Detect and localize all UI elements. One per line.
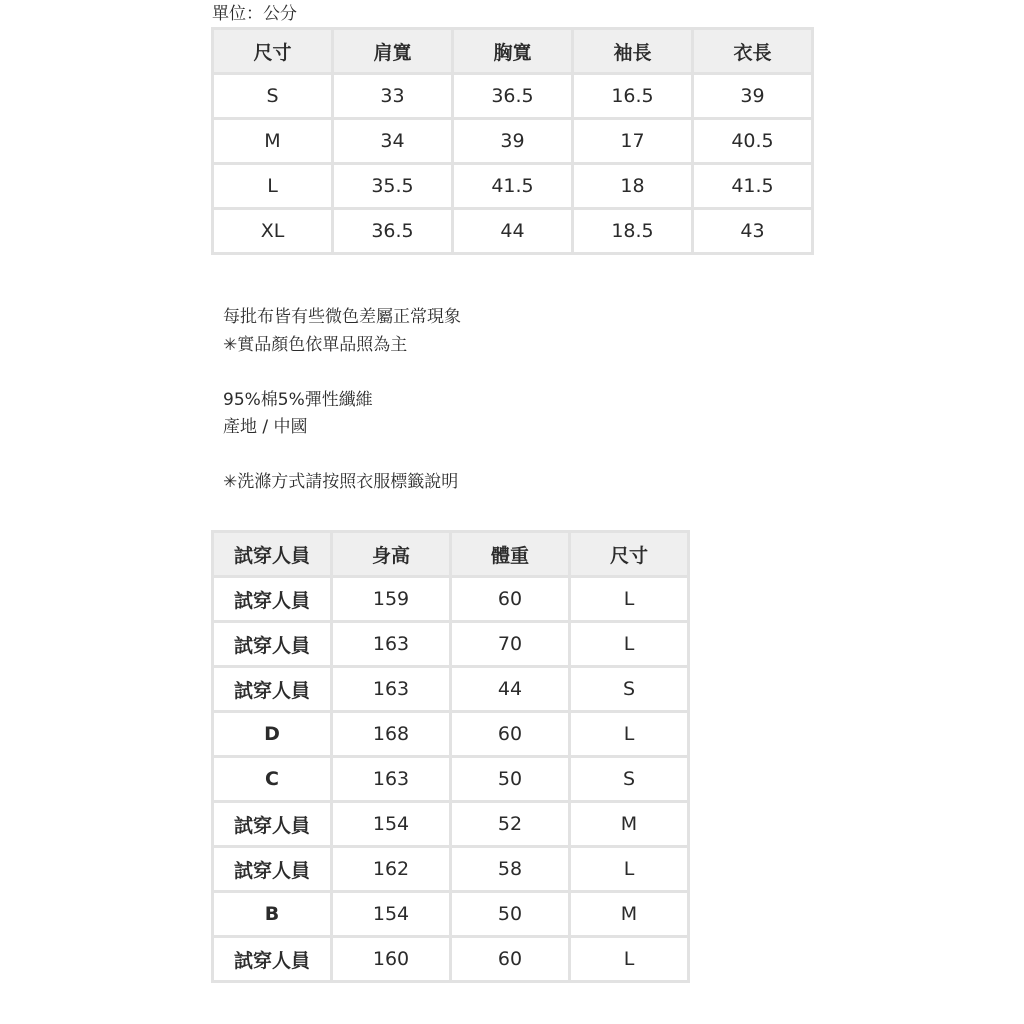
table-row: [213, 622, 689, 667]
table-cell: M: [213, 119, 333, 164]
table-cell: 163: [332, 667, 451, 712]
table-row: [213, 164, 813, 209]
table-cell: 154: [332, 802, 451, 847]
table-cell: 39: [693, 74, 813, 119]
table-cell: 35.5: [333, 164, 453, 209]
table-cell: 154: [332, 892, 451, 937]
table-cell: 39: [453, 119, 573, 164]
table-cell: 168: [332, 712, 451, 757]
table-cell: 44: [453, 209, 573, 254]
table-cell: 33: [333, 74, 453, 119]
table-cell: L: [213, 164, 333, 209]
table-cell: 36.5: [453, 74, 573, 119]
table-cell: 60: [451, 577, 570, 622]
table-cell: D: [213, 712, 332, 757]
table-row: [213, 937, 689, 982]
table-cell: 試穿人員: [213, 847, 332, 892]
table-cell: L: [570, 937, 689, 982]
table-cell: 試穿人員: [213, 667, 332, 712]
table-cell: 43: [693, 209, 813, 254]
table-cell: 159: [332, 577, 451, 622]
product-notes: [223, 304, 461, 497]
header-weight: 體重: [451, 532, 570, 577]
table-cell: 44: [451, 667, 570, 712]
table-cell: XL: [213, 209, 333, 254]
header-body-length: 衣長: [693, 29, 813, 74]
header-model: 試穿人員: [213, 532, 332, 577]
table-row: [213, 209, 813, 254]
color-reference-note: ✳實品顏色依單品照為主: [223, 334, 408, 355]
material-note: 95%棉5%彈性纖維: [223, 389, 373, 410]
table-cell: 163: [332, 757, 451, 802]
table-row: [213, 119, 813, 164]
table-row: [213, 757, 689, 802]
size-chart-header-row: [213, 29, 813, 74]
table-cell: 18: [573, 164, 693, 209]
table-cell: L: [570, 712, 689, 757]
table-cell: 160: [332, 937, 451, 982]
unit-label: 單位：公分: [212, 4, 297, 24]
table-cell: 41.5: [453, 164, 573, 209]
table-cell: 162: [332, 847, 451, 892]
fit-table-header-row: [213, 532, 689, 577]
table-cell: C: [213, 757, 332, 802]
table-cell: M: [570, 802, 689, 847]
table-cell: S: [570, 667, 689, 712]
table-cell: 60: [451, 712, 570, 757]
table-row: [213, 577, 689, 622]
table-row: [213, 892, 689, 937]
table-cell: 163: [332, 622, 451, 667]
header-chest-width: 胸寬: [453, 29, 573, 74]
table-cell: 18.5: [573, 209, 693, 254]
color-variance-note: 每批布皆有些微色差屬正常現象: [223, 307, 461, 327]
table-row: [213, 667, 689, 712]
table-cell: S: [570, 757, 689, 802]
header-shoulder-width: 肩寬: [333, 29, 453, 74]
header-size: 尺寸: [570, 532, 689, 577]
washing-note: ✳洗滌方式請按照衣服標籤說明: [223, 472, 459, 492]
table-cell: 17: [573, 119, 693, 164]
table-cell: 50: [451, 757, 570, 802]
table-cell: 50: [451, 892, 570, 937]
table-cell: 41.5: [693, 164, 813, 209]
table-cell: B: [213, 892, 332, 937]
table-cell: 70: [451, 622, 570, 667]
table-cell: L: [570, 622, 689, 667]
table-cell: L: [570, 577, 689, 622]
header-height: 身高: [332, 532, 451, 577]
table-cell: 60: [451, 937, 570, 982]
table-cell: 試穿人員: [213, 577, 332, 622]
table-cell: 58: [451, 847, 570, 892]
size-chart-table: [211, 27, 814, 255]
table-cell: M: [570, 892, 689, 937]
table-cell: L: [570, 847, 689, 892]
table-cell: 34: [333, 119, 453, 164]
table-row: [213, 847, 689, 892]
origin-note: 產地 / 中國: [223, 417, 308, 437]
table-cell: 52: [451, 802, 570, 847]
table-cell: S: [213, 74, 333, 119]
table-cell: 16.5: [573, 74, 693, 119]
table-cell: 試穿人員: [213, 937, 332, 982]
table-cell: 試穿人員: [213, 802, 332, 847]
fit-model-table: [211, 530, 690, 983]
header-sleeve-length: 袖長: [573, 29, 693, 74]
table-row: [213, 712, 689, 757]
header-size: 尺寸: [213, 29, 333, 74]
table-row: [213, 802, 689, 847]
table-row: [213, 74, 813, 119]
table-cell: 試穿人員: [213, 622, 332, 667]
table-cell: 36.5: [333, 209, 453, 254]
table-cell: 40.5: [693, 119, 813, 164]
